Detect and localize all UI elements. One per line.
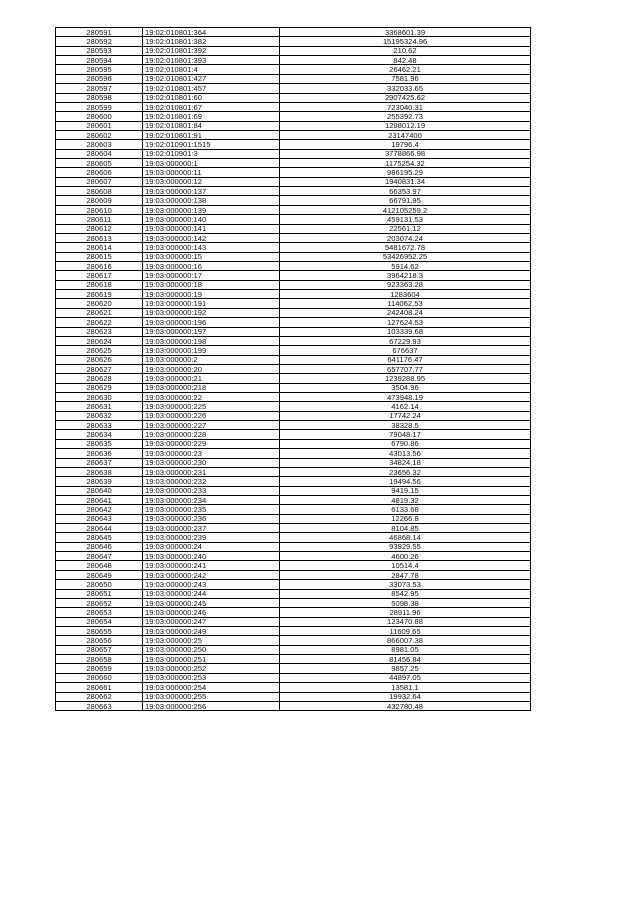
cadastral-number-cell: 19:03:000000:240 — [143, 552, 280, 561]
cadastral-number-cell: 19:02:010801:382 — [143, 37, 280, 46]
record-id-cell: 280624 — [56, 336, 143, 345]
value-cell: 432780.48 — [280, 701, 531, 710]
table-row — [56, 327, 531, 336]
record-id-cell: 280641 — [56, 495, 143, 504]
table-row — [56, 46, 531, 55]
value-cell: 986195.29 — [280, 168, 531, 177]
table-row — [56, 421, 531, 430]
value-cell: 17742.24 — [280, 411, 531, 420]
record-id-cell: 280659 — [56, 664, 143, 673]
table-row — [56, 261, 531, 270]
value-cell: 6790.86 — [280, 439, 531, 448]
table-row — [56, 524, 531, 533]
cadastral-number-cell: 19:03:000000:237 — [143, 524, 280, 533]
record-id-cell: 280645 — [56, 533, 143, 542]
cadastral-number-cell: 19:02:010901:3 — [143, 149, 280, 158]
cadastral-number-cell: 19:03:000000:191 — [143, 299, 280, 308]
cadastral-number-cell: 19:03:000000:19 — [143, 290, 280, 299]
table-row — [56, 477, 531, 486]
table-row — [56, 608, 531, 617]
value-cell: 4819.32 — [280, 495, 531, 504]
table-row — [56, 280, 531, 289]
value-cell: 46868.14 — [280, 533, 531, 542]
record-id-cell: 280658 — [56, 655, 143, 664]
cadastral-number-cell: 19:03:000000:192 — [143, 308, 280, 317]
cadastral-number-cell: 19:03:000000:230 — [143, 458, 280, 467]
record-id-cell: 280610 — [56, 205, 143, 214]
record-id-cell: 280650 — [56, 580, 143, 589]
table-row — [56, 430, 531, 439]
table-row — [56, 140, 531, 149]
table-row — [56, 533, 531, 542]
record-id-cell: 280637 — [56, 458, 143, 467]
record-id-cell: 280621 — [56, 308, 143, 317]
value-cell: 5914.62 — [280, 261, 531, 270]
table-row — [56, 683, 531, 692]
record-id-cell: 280603 — [56, 140, 143, 149]
cadastral-number-cell: 19:02:010801:393 — [143, 56, 280, 65]
table-row — [56, 673, 531, 682]
table-row — [56, 196, 531, 205]
record-id-cell: 280647 — [56, 552, 143, 561]
cadastral-number-cell: 19:03:000000:141 — [143, 224, 280, 233]
cadastral-number-cell: 19:03:000000:235 — [143, 505, 280, 514]
cadastral-number-cell: 19:02:010901:1515 — [143, 140, 280, 149]
record-id-cell: 280634 — [56, 430, 143, 439]
cadastral-number-cell: 19:03:000000:254 — [143, 683, 280, 692]
value-cell: 203074.24 — [280, 233, 531, 242]
value-cell: 28911.96 — [280, 608, 531, 617]
value-cell: 1175254.32 — [280, 159, 531, 168]
record-id-cell: 280596 — [56, 74, 143, 83]
cadastral-number-cell: 19:03:000000:228 — [143, 430, 280, 439]
table-row — [56, 402, 531, 411]
table-row — [56, 233, 531, 242]
cadastral-number-cell: 19:03:000000:225 — [143, 402, 280, 411]
record-id-cell: 280599 — [56, 102, 143, 111]
cadastral-number-cell: 19:02:010801:67 — [143, 102, 280, 111]
table-row — [56, 552, 531, 561]
value-cell: 13581.1 — [280, 683, 531, 692]
record-id-cell: 280629 — [56, 383, 143, 392]
table-row — [56, 701, 531, 710]
value-cell: 8542.95 — [280, 589, 531, 598]
value-cell: 23656.32 — [280, 467, 531, 476]
table-row — [56, 187, 531, 196]
value-cell: 657707.77 — [280, 364, 531, 373]
cadastral-number-cell: 19:03:000000:139 — [143, 205, 280, 214]
value-cell: 19932.64 — [280, 692, 531, 701]
value-cell: 676637 — [280, 346, 531, 355]
record-id-cell: 280657 — [56, 645, 143, 654]
value-cell: 1239288.95 — [280, 374, 531, 383]
record-id-cell: 280644 — [56, 524, 143, 533]
table-row — [56, 243, 531, 252]
table-row — [56, 290, 531, 299]
value-cell: 8981.05 — [280, 645, 531, 654]
record-id-cell: 280653 — [56, 608, 143, 617]
value-cell: 641176.47 — [280, 355, 531, 364]
cadastral-number-cell: 19:03:000000:236 — [143, 514, 280, 523]
table-row — [56, 570, 531, 579]
record-id-cell: 280642 — [56, 505, 143, 514]
cadastral-number-cell: 19:03:000000:24 — [143, 542, 280, 551]
table-row — [56, 580, 531, 589]
value-cell: 4600.26 — [280, 552, 531, 561]
value-cell: 26462.21 — [280, 65, 531, 74]
table-row — [56, 514, 531, 523]
value-cell: 3964218.3 — [280, 271, 531, 280]
cadastral-number-cell: 19:03:000000:233 — [143, 486, 280, 495]
value-cell: 3778866.98 — [280, 149, 531, 158]
record-id-cell: 280611 — [56, 215, 143, 224]
cadastral-number-cell: 19:03:000000:15 — [143, 252, 280, 261]
value-cell: 9419.15 — [280, 486, 531, 495]
value-cell: 7581.96 — [280, 74, 531, 83]
cadastral-number-cell: 19:02:010801:457 — [143, 84, 280, 93]
cadastral-number-cell: 19:03:000000:241 — [143, 561, 280, 570]
value-cell: 12266.8 — [280, 514, 531, 523]
table-row — [56, 486, 531, 495]
record-id-cell: 280620 — [56, 299, 143, 308]
table-row — [56, 495, 531, 504]
table-row — [56, 411, 531, 420]
cadastral-number-cell: 19:03:000000:227 — [143, 421, 280, 430]
record-id-cell: 280609 — [56, 196, 143, 205]
cadastral-number-cell: 19:03:000000:12 — [143, 177, 280, 186]
value-cell: 15195324.96 — [280, 37, 531, 46]
value-cell: 103339.68 — [280, 327, 531, 336]
cadastral-number-cell: 19:02:010801:60 — [143, 93, 280, 102]
value-cell: 53426952.25 — [280, 252, 531, 261]
record-id-cell: 280601 — [56, 121, 143, 130]
cadastral-number-cell: 19:03:000000:197 — [143, 327, 280, 336]
value-cell: 923363.28 — [280, 280, 531, 289]
cadastral-number-cell: 19:03:000000:250 — [143, 645, 280, 654]
value-cell: 66353.97 — [280, 187, 531, 196]
cadastral-number-cell: 19:03:000000:143 — [143, 243, 280, 252]
record-id-cell: 280635 — [56, 439, 143, 448]
table-row — [56, 112, 531, 121]
record-id-cell: 280632 — [56, 411, 143, 420]
cadastral-number-cell: 19:03:000000:253 — [143, 673, 280, 682]
cadastral-number-cell: 19:03:000000:255 — [143, 692, 280, 701]
record-id-cell: 280600 — [56, 112, 143, 121]
table-row — [56, 383, 531, 392]
cadastral-number-cell: 19:03:000000:196 — [143, 318, 280, 327]
value-cell: 10514.4 — [280, 561, 531, 570]
table-row — [56, 617, 531, 626]
table-row — [56, 346, 531, 355]
value-cell: 38328.5 — [280, 421, 531, 430]
table-row — [56, 65, 531, 74]
record-id-cell: 280593 — [56, 46, 143, 55]
cadastral-number-cell: 19:03:000000:243 — [143, 580, 280, 589]
record-id-cell: 280648 — [56, 561, 143, 570]
value-cell: 44897.05 — [280, 673, 531, 682]
record-id-cell: 280598 — [56, 93, 143, 102]
record-id-cell: 280631 — [56, 402, 143, 411]
cadastral-number-cell: 19:03:000000:142 — [143, 233, 280, 242]
record-id-cell: 280652 — [56, 598, 143, 607]
value-cell: 4162.14 — [280, 402, 531, 411]
value-cell: 6133.68 — [280, 505, 531, 514]
record-id-cell: 280655 — [56, 627, 143, 636]
record-id-cell: 280592 — [56, 37, 143, 46]
cadastral-number-cell: 19:02:010801:392 — [143, 46, 280, 55]
record-id-cell: 280654 — [56, 617, 143, 626]
record-id-cell: 280614 — [56, 243, 143, 252]
cadastral-number-cell: 19:03:000000:2 — [143, 355, 280, 364]
cadastral-number-cell: 19:03:000000:218 — [143, 383, 280, 392]
table-row — [56, 102, 531, 111]
table-row — [56, 308, 531, 317]
value-cell: 2907425.62 — [280, 93, 531, 102]
value-cell: 93929.55 — [280, 542, 531, 551]
record-id-cell: 280638 — [56, 467, 143, 476]
cadastral-number-cell: 19:03:000000:25 — [143, 636, 280, 645]
record-id-cell: 280616 — [56, 261, 143, 270]
record-id-cell: 280602 — [56, 130, 143, 139]
table-row — [56, 299, 531, 308]
record-id-cell: 280651 — [56, 589, 143, 598]
record-id-cell: 280607 — [56, 177, 143, 186]
table-row — [56, 355, 531, 364]
table-row — [56, 74, 531, 83]
value-cell: 67229.93 — [280, 336, 531, 345]
record-id-cell: 280613 — [56, 233, 143, 242]
cadastral-number-cell: 19:02:010801:69 — [143, 112, 280, 121]
cadastral-number-cell: 19:03:000000:256 — [143, 701, 280, 710]
value-cell: 1298012.19 — [280, 121, 531, 130]
table-row — [56, 589, 531, 598]
record-id-cell: 280628 — [56, 374, 143, 383]
value-cell: 2847.78 — [280, 570, 531, 579]
record-id-cell: 280663 — [56, 701, 143, 710]
table-row — [56, 149, 531, 158]
record-id-cell: 280595 — [56, 65, 143, 74]
record-id-cell: 280608 — [56, 187, 143, 196]
table-row — [56, 664, 531, 673]
value-cell: 866007.38 — [280, 636, 531, 645]
record-id-cell: 280640 — [56, 486, 143, 495]
table-row — [56, 692, 531, 701]
cadastral-number-cell: 19:03:000000:249 — [143, 627, 280, 636]
value-cell: 9857.25 — [280, 664, 531, 673]
cadastral-number-cell: 19:03:000000:17 — [143, 271, 280, 280]
cadastral-number-cell: 19:03:000000:22 — [143, 393, 280, 402]
table-row — [56, 542, 531, 551]
record-id-cell: 280618 — [56, 280, 143, 289]
value-cell: 19796.4 — [280, 140, 531, 149]
value-cell: 3504.96 — [280, 383, 531, 392]
value-cell: 459131.53 — [280, 215, 531, 224]
table-row — [56, 224, 531, 233]
table-row — [56, 439, 531, 448]
table-row — [56, 252, 531, 261]
table-row — [56, 364, 531, 373]
table-row — [56, 28, 531, 37]
record-id-cell: 280660 — [56, 673, 143, 682]
table-row — [56, 636, 531, 645]
cadastral-number-cell: 19:03:000000:251 — [143, 655, 280, 664]
record-id-cell: 280594 — [56, 56, 143, 65]
value-cell: 412105259.2 — [280, 205, 531, 214]
table-row — [56, 393, 531, 402]
cadastral-number-cell: 19:03:000000:16 — [143, 261, 280, 270]
table-row — [56, 467, 531, 476]
table-row — [56, 318, 531, 327]
record-id-cell: 280625 — [56, 346, 143, 355]
value-cell: 255392.73 — [280, 112, 531, 121]
record-id-cell: 280605 — [56, 159, 143, 168]
record-id-cell: 280604 — [56, 149, 143, 158]
value-cell: 43013.56 — [280, 449, 531, 458]
table-row — [56, 505, 531, 514]
cadastral-number-cell: 19:02:010801:84 — [143, 121, 280, 130]
value-cell: 473948.19 — [280, 393, 531, 402]
cadastral-number-cell: 19:02:010801:364 — [143, 28, 280, 37]
value-cell: 19494.56 — [280, 477, 531, 486]
value-cell: 123470.88 — [280, 617, 531, 626]
value-cell: 3368601.39 — [280, 28, 531, 37]
record-id-cell: 280619 — [56, 290, 143, 299]
value-cell: 1940831.34 — [280, 177, 531, 186]
table-row — [56, 84, 531, 93]
record-id-cell: 280606 — [56, 168, 143, 177]
value-cell: 210.62 — [280, 46, 531, 55]
cadastral-number-cell: 19:03:000000:247 — [143, 617, 280, 626]
table-row — [56, 215, 531, 224]
value-cell: 332033.65 — [280, 84, 531, 93]
cadastral-number-cell: 19:03:000000:18 — [143, 280, 280, 289]
cadastral-number-cell: 19:03:000000:198 — [143, 336, 280, 345]
table-row — [56, 159, 531, 168]
table-row — [56, 168, 531, 177]
value-cell: 79048.17 — [280, 430, 531, 439]
value-cell: 1283604 — [280, 290, 531, 299]
table-row — [56, 374, 531, 383]
record-id-cell: 280591 — [56, 28, 143, 37]
value-cell: 242408.24 — [280, 308, 531, 317]
record-id-cell: 280639 — [56, 477, 143, 486]
record-id-cell: 280622 — [56, 318, 143, 327]
table-row — [56, 56, 531, 65]
record-id-cell: 280626 — [56, 355, 143, 364]
value-cell: 22561.12 — [280, 224, 531, 233]
record-id-cell: 280597 — [56, 84, 143, 93]
record-id-cell: 280612 — [56, 224, 143, 233]
table-row — [56, 37, 531, 46]
table-row — [56, 271, 531, 280]
cadastral-number-cell: 19:03:000000:229 — [143, 439, 280, 448]
cadastral-number-cell: 19:03:000000:137 — [143, 187, 280, 196]
value-cell: 127624.53 — [280, 318, 531, 327]
value-cell: 5098.38 — [280, 598, 531, 607]
cadastral-number-cell: 19:03:000000:242 — [143, 570, 280, 579]
cadastral-number-cell: 19:03:000000:1 — [143, 159, 280, 168]
table-row — [56, 458, 531, 467]
cadastral-number-cell: 19:03:000000:244 — [143, 589, 280, 598]
record-id-cell: 280646 — [56, 542, 143, 551]
cadastral-number-cell: 19:03:000000:199 — [143, 346, 280, 355]
cadastral-number-cell: 19:03:000000:138 — [143, 196, 280, 205]
table-row — [56, 130, 531, 139]
cadastral-number-cell: 19:03:000000:246 — [143, 608, 280, 617]
value-cell: 81456.84 — [280, 655, 531, 664]
value-cell: 34824.18 — [280, 458, 531, 467]
cadastral-number-cell: 19:03:000000:21 — [143, 374, 280, 383]
record-id-cell: 280661 — [56, 683, 143, 692]
table-row — [56, 645, 531, 654]
value-cell: 33073.53 — [280, 580, 531, 589]
record-id-cell: 280617 — [56, 271, 143, 280]
record-id-cell: 280630 — [56, 393, 143, 402]
table-row — [56, 121, 531, 130]
cadastral-number-cell: 19:03:000000:231 — [143, 467, 280, 476]
value-cell: 66791.95 — [280, 196, 531, 205]
table-row — [56, 598, 531, 607]
value-cell: 842.48 — [280, 56, 531, 65]
cadastral-number-cell: 19:03:000000:232 — [143, 477, 280, 486]
cadastral-number-cell: 19:03:000000:20 — [143, 364, 280, 373]
record-id-cell: 280627 — [56, 364, 143, 373]
value-cell: 11609.65 — [280, 627, 531, 636]
table-row — [56, 655, 531, 664]
record-id-cell: 280643 — [56, 514, 143, 523]
data-table — [55, 27, 531, 711]
cadastral-number-cell: 19:03:000000:252 — [143, 664, 280, 673]
table-row — [56, 449, 531, 458]
value-cell: 8104.85 — [280, 524, 531, 533]
cadastral-number-cell: 19:03:000000:11 — [143, 168, 280, 177]
cadastral-number-cell: 19:02:010801:91 — [143, 130, 280, 139]
cadastral-number-cell: 19:02:010801:4 — [143, 65, 280, 74]
record-id-cell: 280633 — [56, 421, 143, 430]
cadastral-number-cell: 19:02:010801:427 — [143, 74, 280, 83]
value-cell: 114062.53 — [280, 299, 531, 308]
record-id-cell: 280662 — [56, 692, 143, 701]
record-id-cell: 280623 — [56, 327, 143, 336]
table-row — [56, 561, 531, 570]
record-id-cell: 280649 — [56, 570, 143, 579]
cadastral-number-cell: 19:03:000000:234 — [143, 495, 280, 504]
table-body — [56, 28, 531, 711]
table-row — [56, 205, 531, 214]
table-row — [56, 336, 531, 345]
cadastral-number-cell: 19:03:000000:140 — [143, 215, 280, 224]
record-id-cell: 280656 — [56, 636, 143, 645]
table-row — [56, 177, 531, 186]
cadastral-number-cell: 19:03:000000:245 — [143, 598, 280, 607]
cadastral-number-cell: 19:03:000000:23 — [143, 449, 280, 458]
cadastral-number-cell: 19:03:000000:239 — [143, 533, 280, 542]
cadastral-number-cell: 19:03:000000:226 — [143, 411, 280, 420]
table-row — [56, 93, 531, 102]
value-cell: 5481672.78 — [280, 243, 531, 252]
value-cell: 23147400 — [280, 130, 531, 139]
table-row — [56, 627, 531, 636]
value-cell: 723040.31 — [280, 102, 531, 111]
record-id-cell: 280615 — [56, 252, 143, 261]
record-id-cell: 280636 — [56, 449, 143, 458]
